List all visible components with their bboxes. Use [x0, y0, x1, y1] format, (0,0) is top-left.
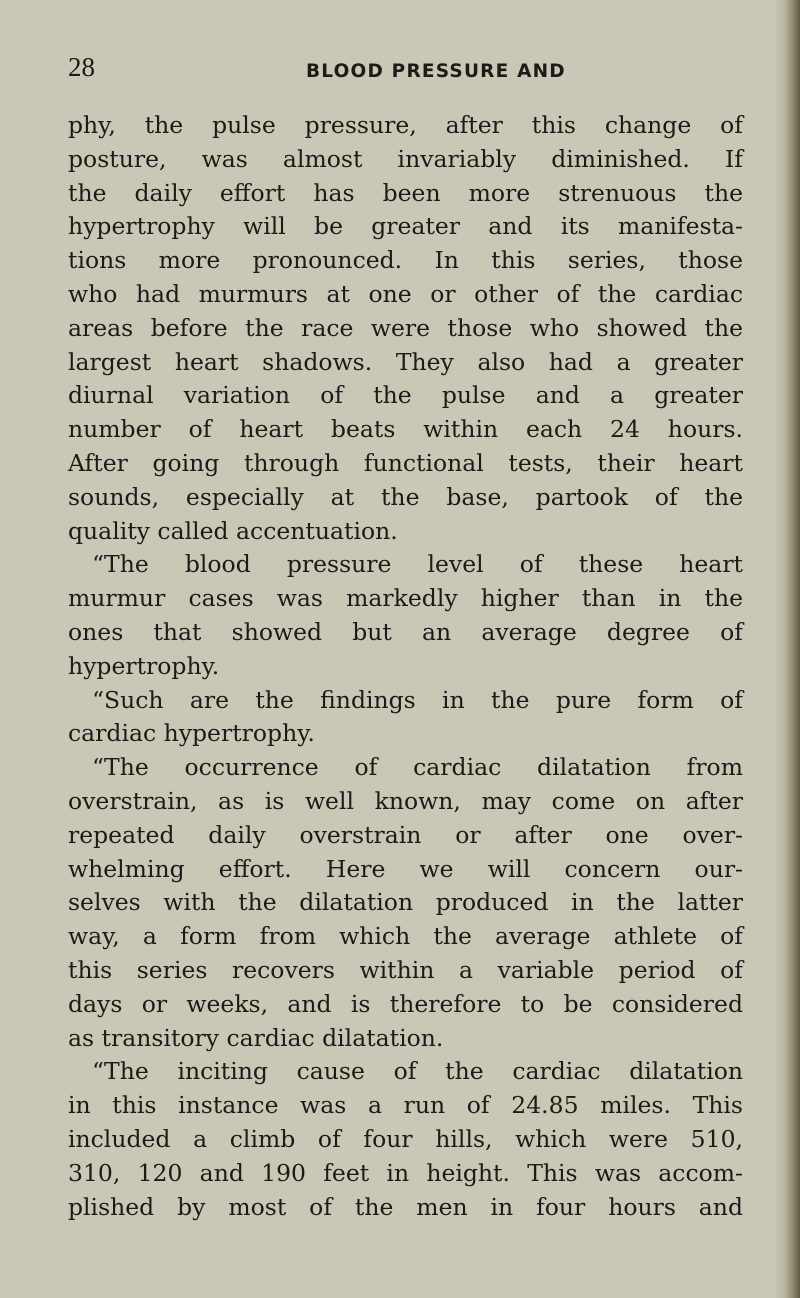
text-line: number of heart beats within each 24 hours. — [68, 415, 743, 444]
text-line: this series recovers within a variable period of — [68, 955, 743, 984]
text-line: 310, 120 and 190 feet in height. This was accom- — [68, 1158, 743, 1187]
text-line: largest heart shadows. They also had a greater — [68, 347, 743, 376]
text-line: hypertrophy. — [68, 651, 220, 680]
text-line: days or weeks, and is therefore to be considered — [68, 989, 743, 1018]
text-line: “The occurrence of cardiac dilatation from — [92, 753, 743, 782]
text-line: who had murmurs at one or other of the cardiac — [68, 279, 743, 308]
text-line: posture, was almost invariably diminished. If — [68, 144, 743, 173]
body-text — [68, 109, 743, 1224]
text-line: tions more pronounced. In this series, those — [68, 246, 743, 275]
text-line: diurnal variation of the pulse and a greater — [68, 381, 743, 410]
text-line: phy, the pulse pressure, after this change of — [68, 111, 743, 139]
text-line: plished by most of the men in four hours and — [68, 1192, 743, 1221]
text-line: “The blood pressure level of these heart — [92, 550, 743, 579]
text-line: as transitory cardiac dilatation. — [68, 1023, 444, 1052]
text-line: “Such are the findings in the pure form of — [92, 685, 743, 714]
text-line: hypertrophy will be greater and its manifesta- — [68, 212, 743, 241]
text-line: murmur cases was markedly higher than in the — [68, 584, 743, 613]
text-line: “The inciting cause of the cardiac dilatation — [92, 1057, 743, 1086]
text-line: selves with the dilatation produced in the latter — [68, 888, 743, 917]
text-line: overstrain, as is well known, may come on after — [68, 786, 743, 815]
text-line: cardiac hypertrophy. — [68, 719, 315, 748]
page-binding-edge — [776, 0, 800, 1298]
running-head: BLOOD PRESSURE AND — [306, 61, 566, 82]
text-line: in this instance was a run of 24.85 miles. This — [68, 1091, 743, 1120]
text-line: areas before the race were those who showed the — [68, 313, 743, 342]
text-line: way, a form from which the average athlete of — [68, 922, 743, 951]
text-line: the daily effort has been more strenuous the — [68, 178, 743, 207]
text-line: quality called accentuation. — [68, 516, 398, 545]
text-line: After going through functional tests, their heart — [68, 448, 743, 477]
page-number: 28 — [68, 52, 95, 82]
text-line: included a climb of four hills, which were 510, — [68, 1124, 743, 1153]
text-line: ones that showed but an average degree of — [68, 617, 743, 646]
text-line: sounds, especially at the base, partook of the — [68, 482, 743, 511]
text-line: whelming effort. Here we will concern our- — [68, 854, 743, 883]
text-line: repeated daily overstrain or after one over- — [68, 820, 743, 849]
